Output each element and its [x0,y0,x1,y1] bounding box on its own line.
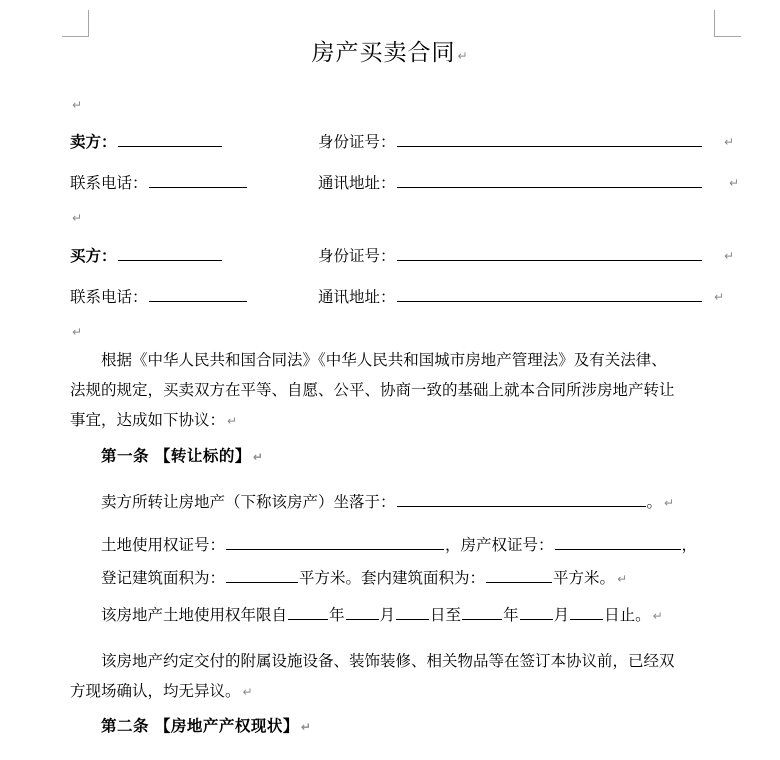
article-one-heading-text: 第一条 【转让标的】 [101,447,251,465]
article-two-heading [101,715,311,738]
buyer-phone-field [70,286,248,307]
property-location-field [101,491,674,513]
paragraph-mark-icon: ↵ [714,290,725,304]
start-day-blank[interactable] [396,604,429,620]
land-use-cert-label: 土地使用权证号： [101,536,226,554]
seller-address-blank[interactable] [397,172,702,188]
end-month-unit: 月 [553,606,570,624]
inner-area-unit: 平方米。 [553,569,616,587]
fixtures-line-1: 该房地产约定交付的附属设施设备、装饰装修、相关物品等在签订本协议前，已经双 [101,652,675,670]
seller-phone-field [70,172,248,193]
paragraph-mark-icon: ↵ [457,49,469,63]
paragraph-mark-icon: ↵ [242,685,253,699]
seller-name-label: 卖方： [70,133,117,151]
fixtures-line-2: 方现场确认，均无异议。 [70,682,241,700]
paragraph-mark-icon: ↵ [617,572,628,586]
registered-area-blank[interactable] [226,567,298,583]
buyer-name-label: 买方： [70,247,117,265]
land-use-cert-blank[interactable] [226,534,444,550]
preamble-line-2: 法规的规定，买卖双方在平等、自愿、公平、协商一致的基础上就本合同所涉房地产转让 [70,381,675,399]
certificate-numbers-field [101,534,697,555]
start-day-unit: 日至 [430,606,462,624]
end-year-blank[interactable] [462,604,502,620]
paragraph-mark-icon: ↵ [724,135,735,149]
buyer-id-blank[interactable] [397,245,702,261]
paragraph-mark-icon: ↵ [72,325,83,339]
certificate-line-end: ， [681,536,698,554]
paragraph-mark-icon: ↵ [252,450,264,464]
buyer-id-label: 身份证号： [318,247,396,265]
property-cert-separator: ，房产权证号： [445,536,554,554]
seller-name-blank[interactable] [118,131,222,147]
paragraph-mark-icon: ↵ [724,249,735,263]
article-two-heading-text: 第二条 【房地产产权现状】 [101,717,299,735]
paragraph-mark-icon: ↵ [664,496,675,510]
land-use-term-prefix: 该房地产土地使用权年限自 [101,606,288,624]
inner-area-label: 套内建筑面积为： [361,569,486,587]
preamble-line-3: 事宜，达成如下协议： [70,411,226,429]
seller-phone-label: 联系电话： [70,174,148,192]
seller-address-label: 通讯地址： [318,174,396,192]
end-day-blank[interactable] [570,604,603,620]
page-title [0,38,780,71]
end-year-unit: 年 [503,606,519,624]
buyer-phone-label: 联系电话： [70,288,148,306]
start-month-unit: 月 [379,606,396,624]
seller-name-field [70,131,223,152]
registered-area-label: 登记建筑面积为： [101,569,226,587]
paragraph-mark-icon: ↵ [72,98,83,112]
fixtures-paragraph [70,646,718,707]
buyer-address-field [318,286,703,307]
document-title-text: 房产买卖合同 [311,40,456,66]
start-month-blank[interactable] [346,604,379,620]
building-area-field [101,567,627,589]
start-year-unit: 年 [329,606,345,624]
buyer-name-blank[interactable] [118,245,222,261]
paragraph-mark-icon: ↵ [227,414,238,428]
property-location-suffix: 。 [646,493,663,511]
buyer-name-field [70,245,223,266]
end-month-blank[interactable] [520,604,553,620]
article-one-heading [101,445,263,468]
paragraph-mark-icon: ↵ [300,720,312,734]
margin-crop-mark-top-right [714,10,741,37]
buyer-address-blank[interactable] [397,286,702,302]
preamble-line-1: 根据《中华人民共和国合同法》《中华人民共和国城市房地产管理法》及有关法律、 [101,351,667,369]
margin-crop-mark-top-left [62,10,89,37]
property-location-blank[interactable] [397,491,646,507]
property-cert-blank[interactable] [555,534,681,550]
inner-area-blank[interactable] [486,567,552,583]
seller-address-field [318,172,703,193]
buyer-id-field [318,245,703,266]
paragraph-mark-icon: ↵ [729,176,740,190]
end-day-unit: 日止。 [604,606,651,624]
paragraph-mark-icon: ↵ [72,211,83,225]
buyer-phone-blank[interactable] [149,286,247,302]
seller-id-label: 身份证号： [318,133,396,151]
start-year-blank[interactable] [288,604,328,620]
seller-id-blank[interactable] [397,131,702,147]
paragraph-mark-icon: ↵ [652,609,663,623]
buyer-address-label: 通讯地址： [318,288,396,306]
land-use-term-field [101,604,663,626]
seller-phone-blank[interactable] [149,172,247,188]
seller-id-field [318,131,703,152]
property-location-label: 卖方所转让房地产（下称该房产）坐落于： [101,493,396,511]
preamble-paragraph [70,345,718,436]
registered-area-unit: 平方米。 [299,569,362,587]
